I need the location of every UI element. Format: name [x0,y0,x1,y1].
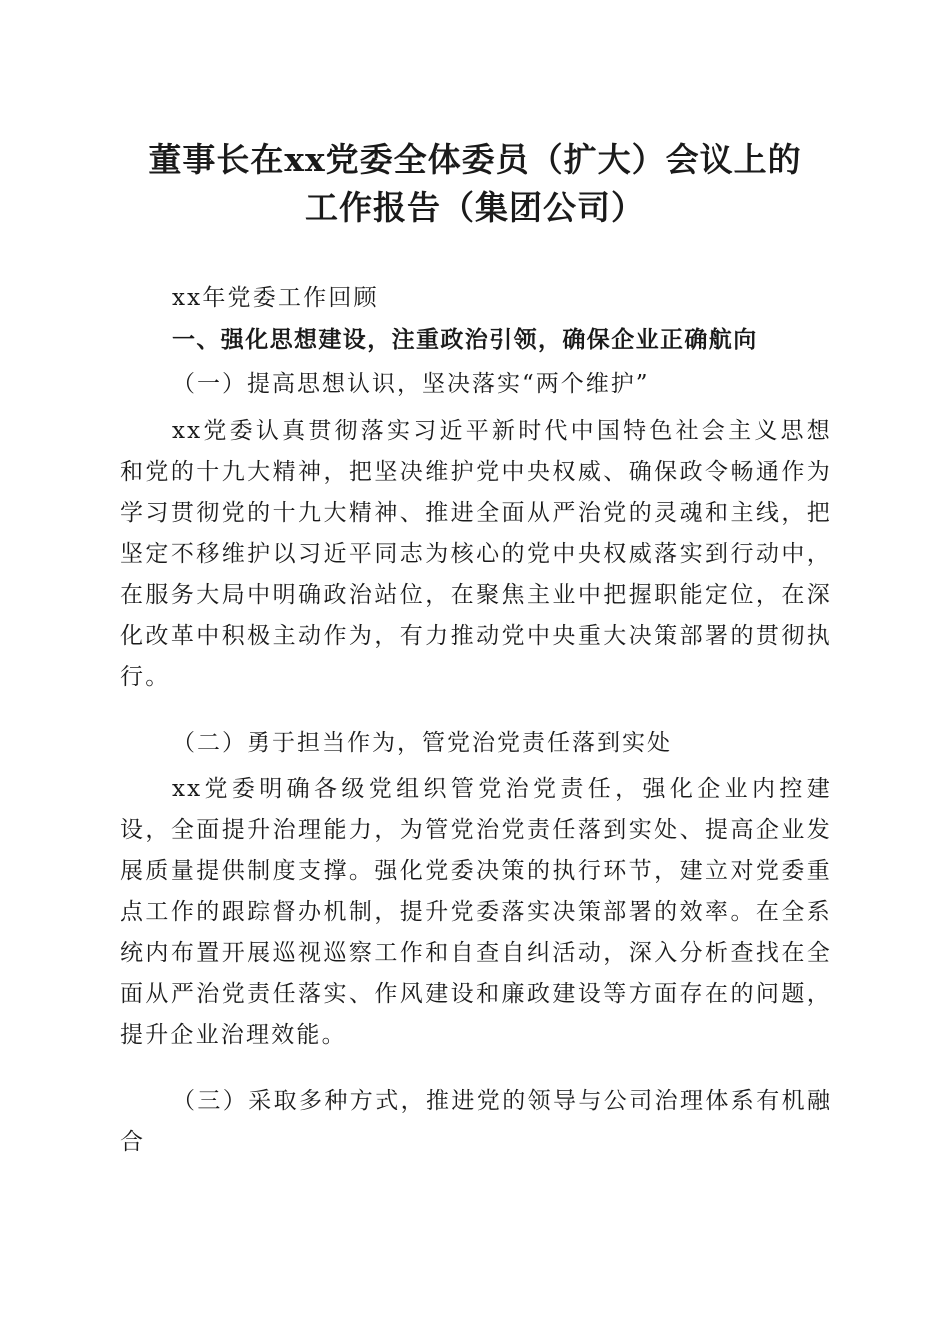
subsection-3-heading: （三）采取多种方式，推进党的领导与公司治理体系有机融合 [120,1088,832,1155]
subsection-2-heading: （二）勇于担当作为，管党治党责任落到实处 [172,730,672,756]
title-line-2: 工作报告（集团公司） [305,188,645,227]
review-heading: xx年党委工作回顾 [172,285,379,311]
subsection-2-paragraph: xx党委明确各级党组织管党治党责任，强化企业内控建设，全面提升治理能力，为管党治党责任落到实处、提高企业发展质量提供制度支撑。强化党委决策的执行环节，建立对党委重点工作的跟踪督办机制，提升党委落实决策部署的效率。在全系统内布置开展巡视巡察工作和自查自纠活动，深入分析查找在全面从严治党责任落实、作风建设和廉政建设等方面存在的问题，提升企业治理效能。 [120,776,832,1048]
document-title [100,136,850,232]
title-line-1: 董事长在xx党委全体委员（扩大）会议上的 [148,140,802,179]
section-1-heading: 一、强化思想建设，注重政治引领，确保企业正确航向 [172,327,758,353]
subsection-1-paragraph: xx党委认真贯彻落实习近平新时代中国特色社会主义思想和党的十九大精神，把坚决维护党中央权威、确保政令畅通作为学习贯彻党的十九大精神、推进全面从严治党的灵魂和主线，把坚定不移维护以习近平同志为核心的党中央权威落实到行动中，在服务大局中明确政治站位，在聚焦主业中把握职能定位，在深化改革中积极主动作为，有力推动党中央重大决策部署的贯彻执行。 [120,418,832,690]
subsection-1-heading: （一）提高思想认识，坚决落实“两个维护” [172,371,650,397]
